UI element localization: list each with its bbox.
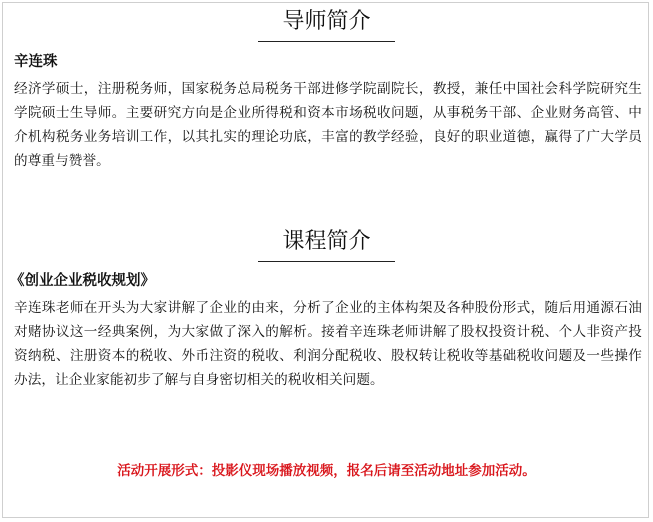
course-heading: 课程简介 [282, 229, 371, 254]
course-title: 《创业企业税收规划》 [10, 273, 155, 289]
course-description: 辛连珠老师在开头为大家讲解了企业的由来，分析了企业的主体构架及各种股份形式，随后用通源石油对赌协议这一经典案例，为大家做了深入的解析。接着辛连珠老师讲解了股权投资计税、个人非资产投资纳税、注册资本的税收、外币注资的税收、利润分配税收、股权转让税收等基础税收问题及一些操作办法，让企业家能初步了解与自身密切相关的税收相关问题。 [14, 300, 642, 388]
course-heading-underline [258, 261, 395, 262]
mentor-heading-underline [258, 41, 395, 42]
mentor-bio: 经济学硕士，注册税务师，国家税务总局税务干部进修学院副院长，教授，兼任中国社会科学院研究生学院硕士生导师。主要研究方向是企业所得税和资本市场税收问题，从事税务干部、企业财务高管、中介机构税务业务培训工作，以其扎实的理论功底，丰富的教学经验，良好的职业道德，赢得了广大学员的尊重与赞誉。 [14, 81, 642, 169]
mentor-name: 辛连珠 [14, 54, 58, 70]
activity-notice: 活动开展形式：投影仪现场播放视频，报名后请至活动地址参加活动。 [117, 463, 536, 479]
mentor-heading: 导师简介 [282, 9, 371, 34]
